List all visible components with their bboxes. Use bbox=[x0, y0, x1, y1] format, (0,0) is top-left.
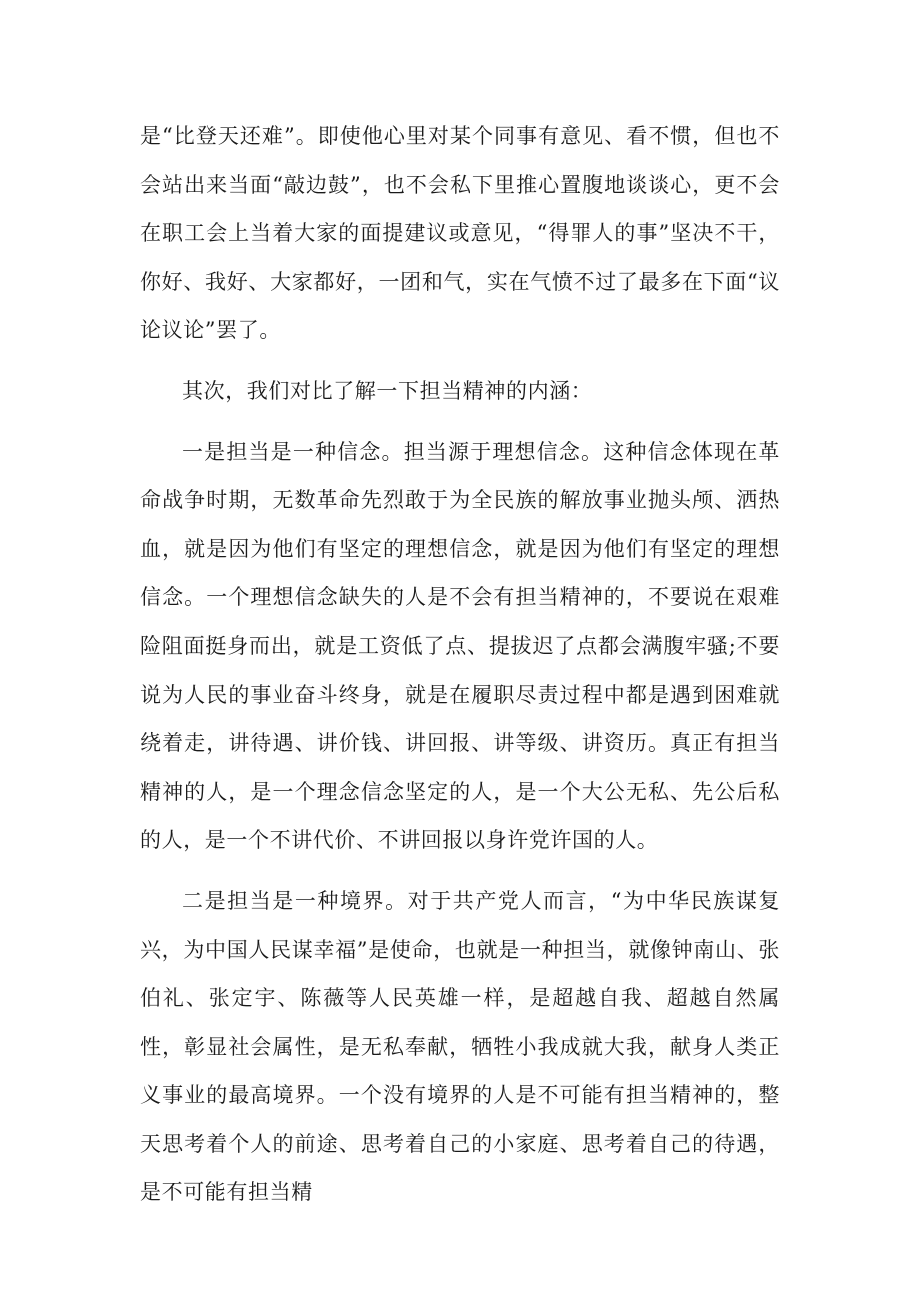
paragraph-2: 其次，我们对比了解一下担当精神的内涵： bbox=[182, 378, 593, 403]
paragraph-3: 一是担当是一种信念。担当源于理想信念。这种信念体现在革命战争时期，无数革命先烈敢于为全民族的解放事业抛头颅、洒热血，就是因为他们有坚定的理想信念，就是因为他们有坚定的理想信念。一个理想信念缺失的人是不会有担当精神的，不要说在艰难险阻面挺身而出，就是工资低了点、提拔迟了点都会满腹牢骚;不要说为人民的事业奋斗终身，就是在履职尽责过程中都是遇到困难就绕着走，讲待遇、讲价钱、讲回报、讲等级、讲资历。真正有担当精神的人，是一个理念信念坚定的人，是一个大公无私、先公后私的人，是一个不讲代价、不讲回报以身许党许国的人。 bbox=[140, 439, 780, 853]
paragraph-1: 是“比登天还难”。即使他心里对某个同事有意见、看不惯，但也不会站出来当面“敲边鼓”，也不会私下里推心置腹地谈谈心，更不会在职工会上当着大家的面提建议或意见，“得罪人的事”坚决不干，你好、我好、大家都好，一团和气，实在气愤不过了最多在下面“议论议论”罢了。 bbox=[140, 124, 780, 343]
document-body bbox=[140, 112, 780, 1217]
paragraph-4: 二是担当是一种境界。对于共产党人而言，“为中华民族谋复兴，为中国人民谋幸福”是使命，也就是一种担当，就像钟南山、张伯礼、张定宇、陈薇等人民英雄一样，是超越自我、超越自然属性，彰显社会属性，是无私奉献，牺牲小我成就大我，献身人类正义事业的最高境界。一个没有境界的人是不可能有担当精神的，整天思考着个人的前途、思考着自己的小家庭、思考着自己的待遇，是不可能有担当精 bbox=[140, 888, 780, 1205]
